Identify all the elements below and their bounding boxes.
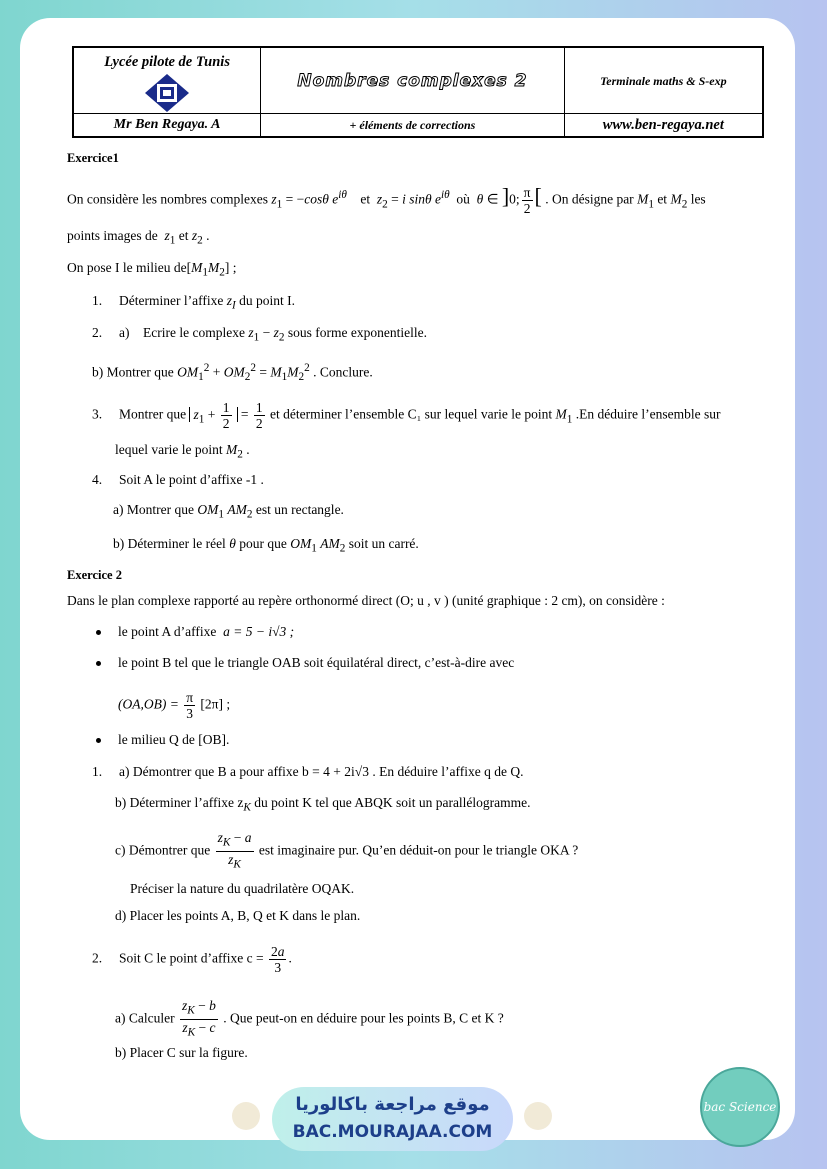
ex2-p2-text: Soit C le point d’affixe c = (119, 950, 264, 966)
ex2-p1c-text2: est imaginaire pur. Qu’en déduit-on pour le triangle OKA ? (258, 842, 579, 858)
ex2-p1d: d) Placer les points A, B, Q et K dans le plan. (115, 908, 361, 923)
ex1-line2: points images de $z_1$ et $z_2$ . (67, 228, 210, 247)
ex2-p1b: b) Déterminer l’affixe $z_K$ du point K tel que ABQK soit un parallélogramme. (115, 795, 531, 814)
ex1-l1e: et (657, 191, 668, 207)
school-logo-icon (144, 73, 190, 113)
document-title: Nombres complexes 2 (297, 70, 528, 91)
ex1-q2-text2: sous forme exponentielle. (287, 325, 427, 340)
ex2-b1-text: le point A d’affixe (118, 624, 217, 639)
ex2-p1b-text: b) Déterminer l’affixe z (115, 795, 244, 810)
ex2-p1c3: Préciser la nature du quadrilatère OQAK. (130, 881, 355, 896)
ex1-q3: 3. Montrer que $z_1$ + $\frac{1}{2}$ = $\frac{1}{2}$ et déterminer l’ensemble C₁ sur lequel varie le point $M_1$ .En déduire l’ensemble sur (92, 400, 721, 431)
ex1-q2b: b) Montrer que $OM_1^2 + OM_2^2 = M_1M_2^2$ . Conclure. (92, 362, 373, 384)
ex1-l1f: les (690, 191, 706, 207)
exercise2-title: Exercice 2 (67, 568, 122, 582)
ex1-line3: On pose I le milieu $de[M_1M_2]$ ; (67, 260, 237, 279)
ex2-p1a-text: a) Démontrer que B a pour affixe b = 4 + 2i√3 . En déduire l’affixe q de Q. (119, 764, 524, 779)
ex1-q4a-text2: est un rectangle. (255, 502, 344, 517)
ex1-line1: On considère les nombres complexes $z_1 = -\cos\theta$ $e^{i\theta}$ et $z_2 = i$ sinθ $e^{i\theta}$ où θ ∈ ]0; $\frac{\pi}{2}$ [ . On désigne par $M_1$ et $M_2$ les (67, 183, 706, 216)
ex1-q4-number: 4. (92, 472, 103, 487)
footer-site-link[interactable]: BAC.MOURAJAA.COM (292, 1122, 493, 1142)
bac-science-badge: bac Science (700, 1067, 780, 1147)
ex2-p1 (92, 764, 524, 780)
level-label: Terminale maths & S-exp (600, 73, 727, 88)
ex1-l1a: On considère les nombres complexes (67, 191, 268, 207)
ex2-p2a-text2: . Que peut-on en déduire pour les points B, C et K ? (223, 1010, 504, 1026)
ex2-p2a: a) Calculer $\frac{z_K - b}{z_K - c}$ . Que peut-on en déduire pour les points B, C et K ? (115, 998, 504, 1039)
ex1-l2b: et (178, 228, 189, 243)
ex1-l1b: et (360, 191, 371, 207)
ex2-angle: (OA,OB) = $\frac{\pi}{3}$ [2π] ; (118, 690, 231, 721)
ex1-l3: On pose I le milieu de (67, 260, 187, 275)
ex2-p2: 2. Soit C le point d’affixe c = $\frac{2a}{3}$ . (92, 944, 292, 975)
ex2-angle-math: (OA,OB) = (118, 696, 179, 712)
ex1-q4b-text3: soit un carré. (348, 536, 419, 551)
ex1-q4 (92, 472, 264, 488)
ex1-q3-line2: lequel varie le point $M_2$ . (115, 442, 250, 461)
left-logo-icon (232, 1102, 260, 1130)
ex1-q4b-text2: pour que (239, 536, 287, 551)
title-cell (261, 47, 565, 114)
ex1-q3-text3: .En déduire l’ensemble sur (575, 406, 721, 422)
ex2-bullet1 (118, 624, 294, 640)
ex2-b1-math: a = 5 − i√3 ; (223, 624, 295, 639)
school-name: Lycée pilote de Tunis (104, 54, 230, 70)
ex1-q4b-text: b) Déterminer le réel (113, 536, 226, 551)
ex1-q4-text: Soit A le point d’affixe -1 . (119, 472, 264, 487)
ex1-l2: points images de (67, 228, 158, 243)
ex1-q4b: b) Déterminer le réel θ pour que $OM_1$ $AM_2$ soit un carré. (113, 536, 419, 555)
ex1-q1: 1. Déterminer l’affixe $z_I$ du point I. (92, 293, 295, 312)
document-subtitle: + éléments de corrections (261, 114, 565, 138)
ex2-angle-mod: [2π] ; (200, 696, 231, 712)
ex1-q1-text: Déterminer l’affixe (119, 293, 224, 308)
ex2-p1-number: 1. (92, 764, 103, 779)
ex2-p1c: c) Démontrer que $\frac{z_K - a}{z_K}$ est imaginaire pur. Qu’en déduit-on pour le triangle OKA ? (115, 830, 579, 871)
bullet-1 (96, 630, 101, 635)
website-label: www.ben-regaya.net (564, 114, 763, 138)
ex1-q3-text4: lequel varie le point (115, 442, 223, 457)
ex1-q1-text2: du point I. (239, 293, 295, 308)
ex1-l1c: où (456, 191, 470, 207)
header-table (72, 46, 764, 138)
ex1-q2: 2. a) Ecrire le complexe $z_1 - z_2$ sous forme exponentielle. (92, 325, 427, 344)
right-logo-icon (524, 1102, 552, 1130)
ex2-intro: Dans le plan complexe rapporté au repère orthonormé direct (O; u , v ) (unité graphique : 2 cm), on considère : (67, 593, 665, 608)
ex2-p2b: b) Placer C sur la figure. (115, 1045, 248, 1060)
ex1-q2-a: a) (119, 325, 130, 340)
ex1-q2-number: 2. (92, 325, 103, 340)
teacher-name: Mr Ben Regaya. A (73, 114, 261, 138)
ex1-q4a: a) Montrer que $OM_1$ $AM_2$ est un rectangle. (113, 502, 344, 521)
ex1-q2b-text2: . Conclure. (313, 364, 373, 380)
ex2-p2-number: 2. (92, 950, 103, 966)
ex1-q2b-text: b) Montrer que (92, 364, 174, 380)
ex2-p2a-text: a) Calculer (115, 1010, 175, 1026)
ex2-bullet3: le milieu Q de [OB]. (118, 732, 230, 747)
school-cell (73, 47, 261, 114)
footer-arabic: موقع مراجعة باكالوريا (295, 1094, 490, 1115)
bullet-3 (96, 738, 101, 743)
ex2-bullet2: le point B tel que le triangle OAB soit équilatéral direct, c’est-à-dire avec (118, 655, 515, 670)
level-cell (564, 47, 763, 114)
ex2-p1c-text: c) Démontrer que (115, 842, 211, 858)
ex1-q1-number: 1. (92, 293, 103, 308)
ex2-p1b-text2: du point K tel que ABQK soit un parallélogramme. (254, 795, 531, 810)
ex1-q3-number: 3. (92, 406, 103, 422)
ex1-q3-text2: et déterminer l’ensemble C₁ sur lequel varie le point (270, 406, 553, 422)
ex1-q2-text: Ecrire le complexe (143, 325, 245, 340)
ex1-q3-text: Montrer que (119, 406, 187, 422)
ex1-l1d: . On désigne par (545, 191, 634, 207)
ex1-q4a-text: a) Montrer que (113, 502, 194, 517)
exercise1-title: Exercice1 (67, 151, 119, 165)
bullet-2 (96, 661, 101, 666)
